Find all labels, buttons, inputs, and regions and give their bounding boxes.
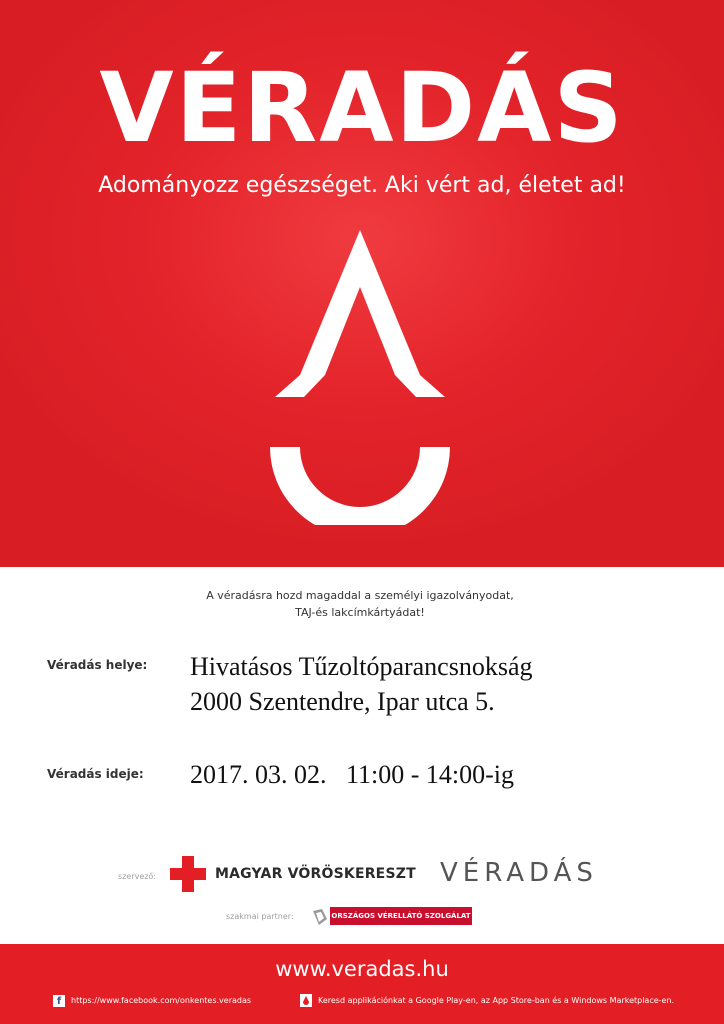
hero-tagline: Adományozz egészséget. Aki vért ad, életet ad! <box>98 173 626 198</box>
location-line-1: Hivatásos Tűzoltóparancsnokság <box>190 652 533 681</box>
notice-line-1: A véradásra hozd magaddal a személyi igazolványodat, <box>206 589 514 602</box>
notice-line-2: TAJ-és lakcímkártyádat! <box>295 606 425 619</box>
organizer-name: MAGYAR VÖRÖSKERESZT <box>215 866 416 882</box>
sponsor-logos <box>0 850 724 930</box>
website-link[interactable]: www.veradas.hu <box>275 957 449 981</box>
veradas-logo: VÉRADÁS <box>440 858 598 888</box>
facebook-row[interactable] <box>53 994 251 1008</box>
footer <box>0 944 724 1024</box>
time-value: 2017. 03. 02. 11:00 - 14:00-ig <box>190 760 515 789</box>
ovsz-logo <box>310 907 472 927</box>
organizer-prefix: szervező: <box>118 872 157 881</box>
time-label: Véradás ideje: <box>47 767 144 781</box>
app-drop-icon <box>300 994 312 1007</box>
facebook-icon: f <box>53 995 65 1007</box>
id-notice <box>190 587 530 621</box>
partner-name: ORSZÁGOS VÉRELLÁTÓ SZOLGÁLAT <box>330 907 472 925</box>
hero-title: VÉRADÁS <box>99 52 625 164</box>
location-line-2: 2000 Szentendre, Ipar utca 5. <box>190 687 495 716</box>
app-row <box>300 994 674 1008</box>
partner-prefix: szakmai partner: <box>226 912 294 921</box>
facebook-link[interactable]: https://www.facebook.com/onkentes.veradas <box>71 996 252 1005</box>
ovsz-emblem-icon <box>310 907 330 927</box>
app-text: Keresd applikációnkat a Google Play-en, az App Store-ban és a Windows Marketplace-en. <box>318 996 675 1005</box>
location-label: Véradás helye: <box>47 658 148 672</box>
red-cross-icon <box>170 856 206 892</box>
blood-drop-smile-icon <box>260 225 460 525</box>
